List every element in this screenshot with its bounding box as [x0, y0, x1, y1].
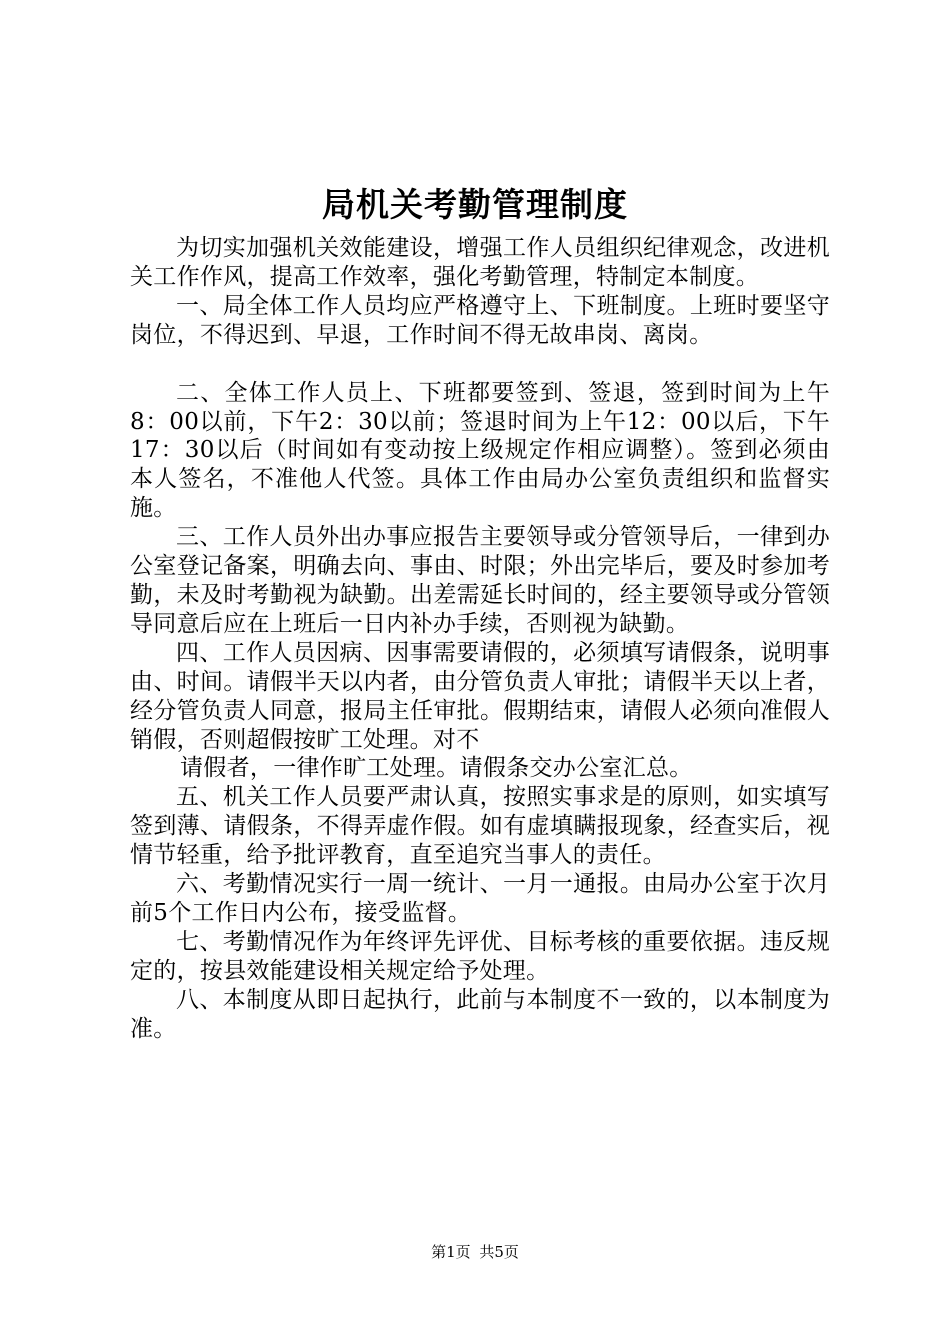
page-footer: [0, 1242, 950, 1262]
paragraph-8: 八、本制度从即日起执行，此前与本制度不一致的，以本制度为准。: [130, 986, 830, 1042]
page-total: 共5页: [479, 1243, 519, 1261]
page-title: 局机关考勤管理制度: [322, 185, 628, 224]
paragraph-7: 七、考勤情况作为年终评先评优、目标考核的重要依据。违反规定的，按县效能建设相关规定给予处理。: [130, 928, 830, 984]
paragraph-3: 三、工作人员外出办事应报告主要领导或分管领导后，一律到办公室登记备案，明确去向、事由、时限；外出完毕后，要及时参加考勤，未及时考勤视为缺勤。出差需延长时间的，经主要领导或分管领导同意后应在上班后一日内补办手续，否则视为缺勤。: [130, 524, 830, 637]
paragraph-4: 四、工作人员因病、因事需要请假的，必须填写请假条，说明事由、时间。请假半天以内者，由分管负责人审批；请假半天以上者，经分管负责人同意，报局主任审批。假期结束，请假人必须向准假人销假，否则超假按旷工处理。对不: [130, 639, 830, 753]
page-number: 第1页: [431, 1243, 471, 1261]
paragraph-5: 五、机关工作人员要严肃认真，按照实事求是的原则，如实填写签到薄、请假条，不得弄虚作假。如有虚填瞒报现象，经查实后，视情节轻重，给予批评教育，直至追究当事人的责任。: [130, 784, 830, 869]
paragraph-2: 二、全体工作人员上、下班都要签到、签退，签到时间为上午8：00以前，下午2：30以前；签退时间为上午12：00以后，下午17：30以后（时间如有变动按上级规定作相应调整）。签到必须由本人签名，不准他人代签。具体工作由局办公室负责组织和监督实施。: [130, 379, 830, 522]
paragraph-4-continued: 请假者，一律作旷工处理。请假条交办公室汇总。: [180, 755, 693, 782]
paragraph-intro: 为切实加强机关效能建设，增强工作人员组织纪律观念，改进机关工作作风，提高工作效率，强化考勤管理，特制定本制度。: [130, 235, 830, 290]
paragraph-6: 六、考勤情况实行一周一统计、一月一通报。由局办公室于次月前5个工作日内公布，接受监督。: [130, 871, 830, 926]
paragraph-1: 一、局全体工作人员均应严格遵守上、下班制度。上班时要坚守岗位，不得迟到、早退，工作时间不得无故串岗、离岗。: [130, 292, 830, 348]
document-body: [130, 234, 830, 1043]
